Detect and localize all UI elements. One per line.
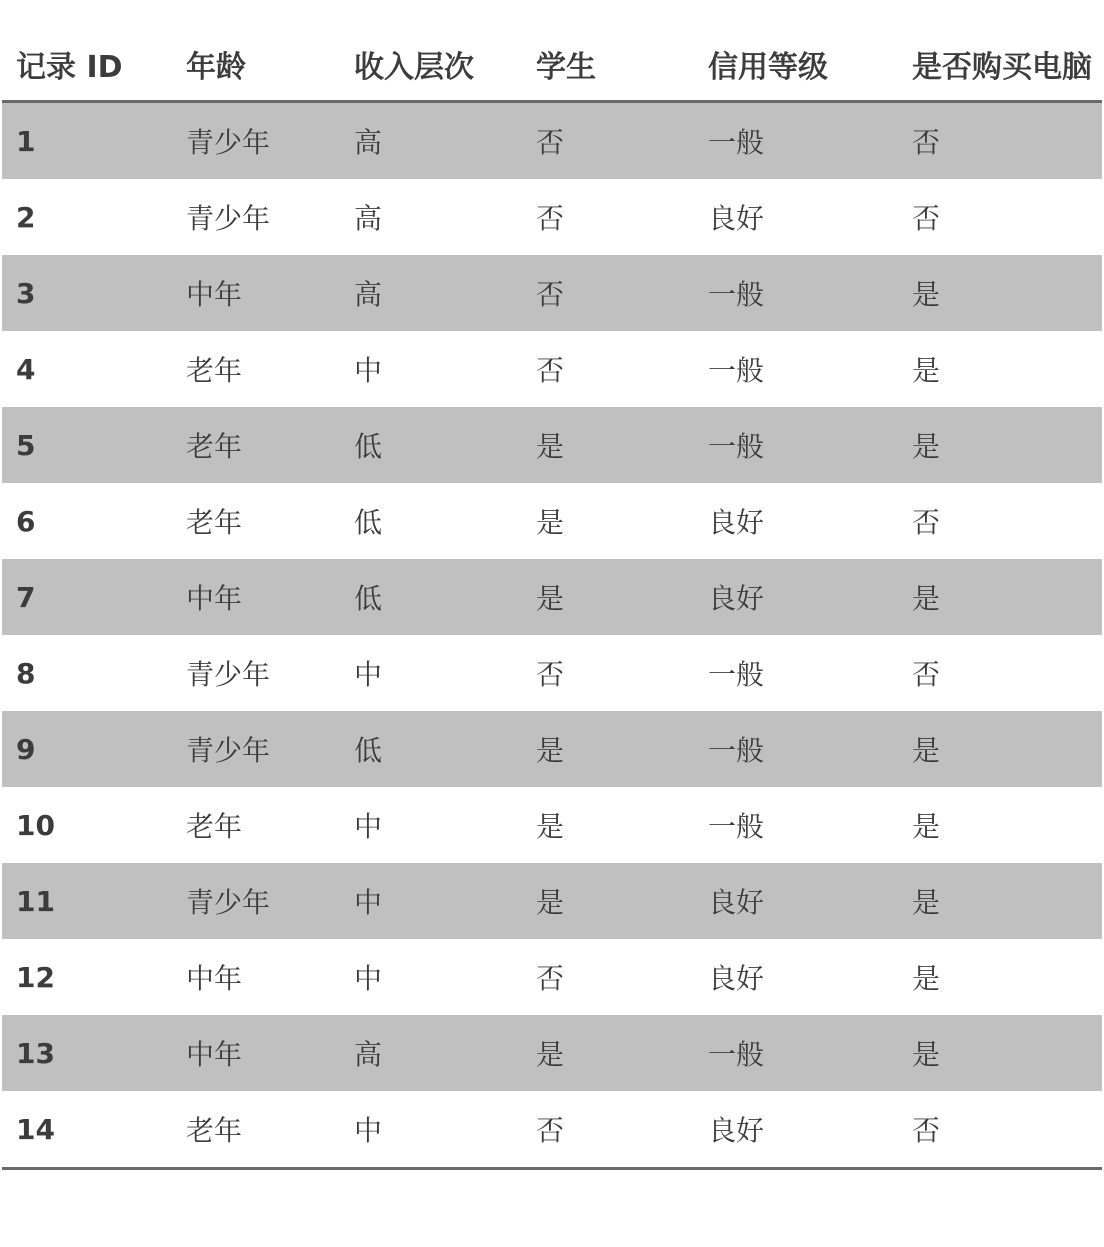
header-record-id: 记录 ID bbox=[2, 28, 172, 102]
cell-buys-computer: 是 bbox=[912, 962, 941, 995]
cell-income-level: 低 bbox=[354, 506, 383, 539]
cell-record-id: 6 bbox=[16, 504, 36, 538]
cell-credit-rating: 良好 bbox=[694, 1091, 898, 1169]
cell-record-id: 4 bbox=[16, 352, 36, 386]
cell-age: 老年 bbox=[186, 506, 243, 539]
cell-credit-rating: 一般 bbox=[694, 1015, 898, 1091]
cell-buys-computer: 是 bbox=[912, 810, 941, 843]
cell-record-id: 11 bbox=[2, 863, 172, 939]
cell-age: 老年 bbox=[186, 810, 243, 843]
cell-buys-computer: 是 bbox=[898, 711, 1102, 787]
cell-income-level: 低 bbox=[340, 407, 522, 483]
cell-age: 老年 bbox=[172, 407, 340, 483]
cell-income-level: 中 bbox=[354, 354, 383, 387]
cell-buys-computer: 否 bbox=[898, 102, 1102, 180]
table-row bbox=[2, 635, 1102, 711]
table-row bbox=[2, 787, 1102, 863]
cell-record-id: 7 bbox=[2, 559, 172, 635]
cell-age: 中年 bbox=[172, 255, 340, 331]
cell-credit-rating: 一般 bbox=[694, 102, 898, 180]
table-row bbox=[2, 331, 1102, 407]
header-buys-computer: 是否购买电脑 bbox=[898, 28, 1102, 102]
cell-student: 是 bbox=[522, 407, 694, 483]
cell-buys-computer: 是 bbox=[912, 354, 941, 387]
cell-student: 是 bbox=[536, 506, 565, 539]
cell-age: 中年 bbox=[172, 1015, 340, 1091]
cell-income-level: 中 bbox=[340, 1091, 522, 1169]
cell-age: 青少年 bbox=[186, 202, 271, 235]
table-row bbox=[2, 939, 1102, 1015]
cell-student: 是 bbox=[522, 711, 694, 787]
cell-credit-rating: 一般 bbox=[694, 407, 898, 483]
cell-income-level: 低 bbox=[340, 559, 522, 635]
cell-credit-rating: 良好 bbox=[708, 962, 765, 995]
cell-income-level: 高 bbox=[340, 102, 522, 180]
cell-record-id: 14 bbox=[2, 1091, 172, 1169]
cell-record-id: 2 bbox=[16, 200, 36, 234]
cell-student: 否 bbox=[536, 354, 565, 387]
table-row bbox=[2, 407, 1102, 483]
cell-student: 是 bbox=[522, 559, 694, 635]
cell-buys-computer: 否 bbox=[912, 658, 941, 691]
table-row bbox=[2, 559, 1102, 635]
cell-age: 青少年 bbox=[172, 102, 340, 180]
cell-age: 中年 bbox=[172, 559, 340, 635]
cell-buys-computer: 是 bbox=[898, 559, 1102, 635]
cell-income-level: 中 bbox=[340, 863, 522, 939]
cell-record-id: 10 bbox=[16, 808, 55, 842]
header-income-level: 收入层次 bbox=[340, 28, 522, 102]
header-credit-rating: 信用等级 bbox=[694, 28, 898, 102]
cell-credit-rating: 一般 bbox=[708, 810, 765, 843]
cell-income-level: 中 bbox=[354, 962, 383, 995]
cell-student: 否 bbox=[522, 102, 694, 180]
table-row bbox=[2, 1015, 1102, 1091]
cell-age: 老年 bbox=[186, 354, 243, 387]
cell-income-level: 高 bbox=[354, 202, 383, 235]
cell-credit-rating: 一般 bbox=[708, 354, 765, 387]
cell-student: 否 bbox=[536, 962, 565, 995]
cell-record-id: 9 bbox=[2, 711, 172, 787]
cell-credit-rating: 良好 bbox=[694, 559, 898, 635]
cell-buys-computer: 否 bbox=[912, 202, 941, 235]
cell-record-id: 13 bbox=[2, 1015, 172, 1091]
cell-credit-rating: 良好 bbox=[708, 506, 765, 539]
cell-credit-rating: 良好 bbox=[694, 863, 898, 939]
cell-buys-computer: 是 bbox=[898, 863, 1102, 939]
data-table-container bbox=[2, 28, 1102, 1170]
cell-student: 是 bbox=[522, 863, 694, 939]
header-row bbox=[2, 28, 1102, 102]
table-row bbox=[2, 483, 1102, 559]
cell-record-id: 3 bbox=[2, 255, 172, 331]
cell-credit-rating: 一般 bbox=[708, 658, 765, 691]
cell-age: 青少年 bbox=[172, 863, 340, 939]
cell-record-id: 5 bbox=[2, 407, 172, 483]
cell-student: 是 bbox=[522, 1015, 694, 1091]
cell-income-level: 低 bbox=[340, 711, 522, 787]
cell-age: 中年 bbox=[186, 962, 243, 995]
cell-income-level: 高 bbox=[340, 255, 522, 331]
cell-record-id: 8 bbox=[16, 656, 36, 690]
table-row bbox=[2, 102, 1102, 180]
cell-student: 否 bbox=[522, 1091, 694, 1169]
cell-buys-computer: 否 bbox=[912, 506, 941, 539]
cell-student: 是 bbox=[536, 810, 565, 843]
data-table bbox=[2, 28, 1102, 1170]
cell-credit-rating: 良好 bbox=[708, 202, 765, 235]
cell-buys-computer: 是 bbox=[898, 255, 1102, 331]
cell-record-id: 1 bbox=[2, 102, 172, 180]
cell-age: 青少年 bbox=[186, 658, 271, 691]
cell-income-level: 中 bbox=[354, 658, 383, 691]
header-student: 学生 bbox=[522, 28, 694, 102]
cell-student: 否 bbox=[522, 255, 694, 331]
cell-buys-computer: 是 bbox=[898, 407, 1102, 483]
header-age: 年龄 bbox=[172, 28, 340, 102]
cell-buys-computer: 否 bbox=[898, 1091, 1102, 1169]
table-header bbox=[2, 28, 1102, 102]
table-row bbox=[2, 1091, 1102, 1169]
cell-age: 青少年 bbox=[172, 711, 340, 787]
cell-student: 否 bbox=[536, 658, 565, 691]
cell-student: 否 bbox=[536, 202, 565, 235]
cell-income-level: 高 bbox=[340, 1015, 522, 1091]
cell-credit-rating: 一般 bbox=[694, 711, 898, 787]
cell-record-id: 12 bbox=[16, 960, 55, 994]
table-row bbox=[2, 711, 1102, 787]
cell-buys-computer: 是 bbox=[898, 1015, 1102, 1091]
cell-income-level: 中 bbox=[354, 810, 383, 843]
cell-age: 老年 bbox=[172, 1091, 340, 1169]
table-row bbox=[2, 863, 1102, 939]
table-row bbox=[2, 179, 1102, 255]
table-row bbox=[2, 255, 1102, 331]
table-body bbox=[2, 102, 1102, 1169]
cell-credit-rating: 一般 bbox=[694, 255, 898, 331]
